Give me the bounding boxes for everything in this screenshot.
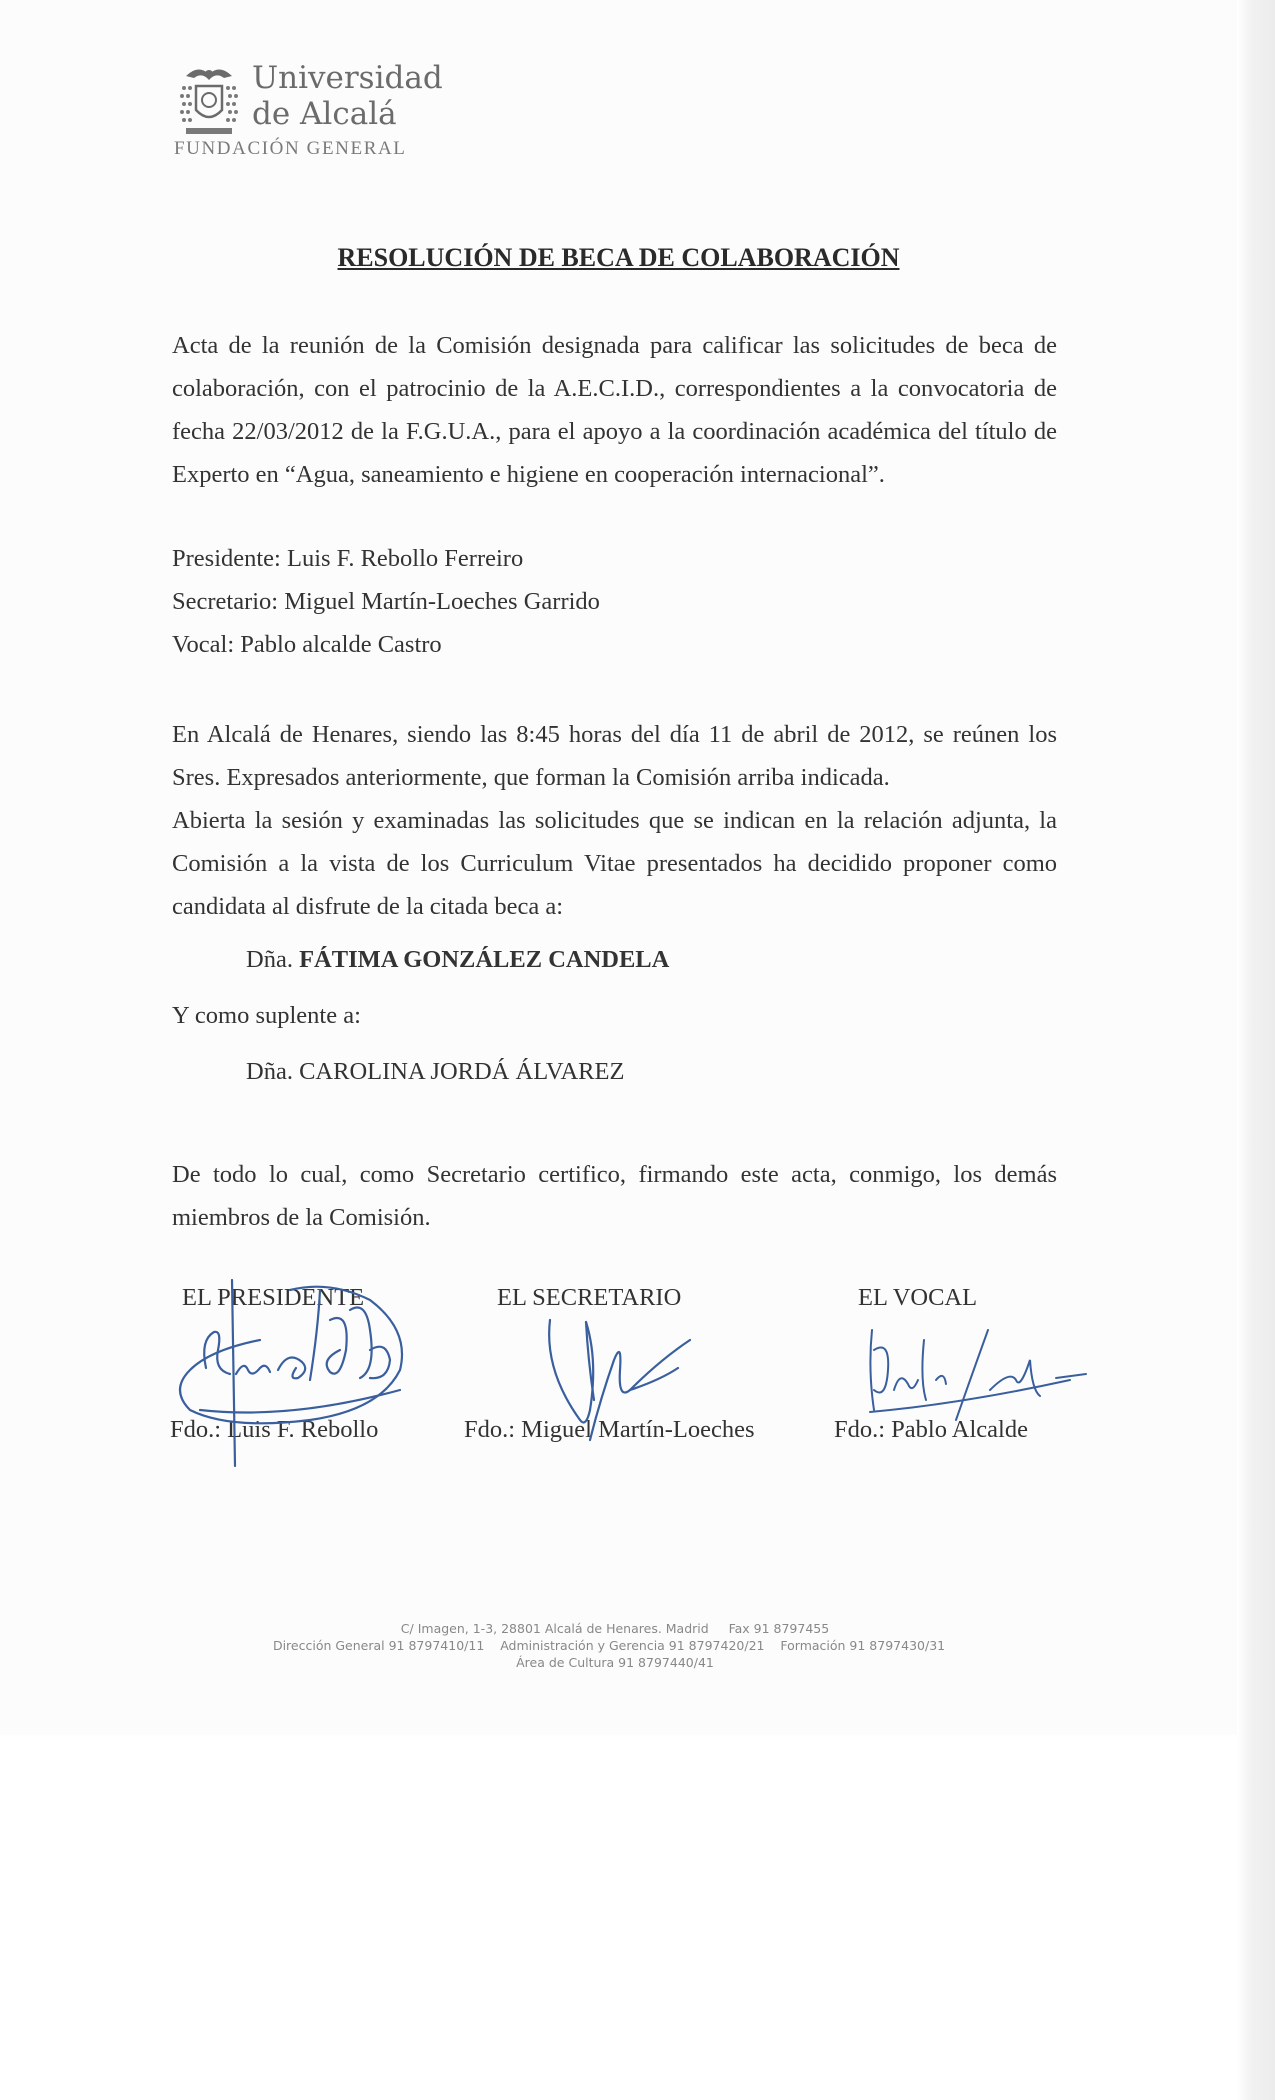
institution-name-line2: de Alcalá — [252, 96, 397, 132]
vocal-signed-by: Fdo.: Pablo Alcalde — [834, 1416, 1028, 1443]
substitute-intro: Y como suplente a: — [172, 1002, 361, 1029]
footer-line-2 — [190, 1637, 1040, 1671]
footer-formacion: Formación 91 8797430/31 — [780, 1638, 946, 1653]
candidate-name: FÁTIMA GONZÁLEZ CANDELA — [299, 946, 670, 973]
intro-paragraph: Acta de la reunión de la Comisión designada para calificar las solicitudes de beca de colaboración, con el patrocinio de la A.E.C.I.D., correspondientes a la convocatoria de fecha 22/03/2012 de la F.G.U.A., para el apoyo a la coordinación académica del título de Experto en “Agua, saneamiento e higiene en cooperación internacional”. — [172, 332, 1057, 488]
meeting-paragraph: En Alcalá de Henares, siendo las 8:45 horas del día 11 de abril de 2012, se reúnen los Sres. Expresados anteriormente, que forman la Comisión arriba indicada. — [172, 721, 1057, 791]
member-secretary: Secretario: Miguel Martín-Loeches Garrido — [172, 588, 600, 615]
president-role: EL PRESIDENTE — [182, 1284, 365, 1311]
candidate-line — [246, 946, 669, 974]
institution-subtitle: FUNDACIÓN GENERAL — [174, 138, 407, 159]
footer-contact — [190, 1620, 1040, 1671]
candidate-prefix: Dña. — [246, 946, 293, 973]
president-signature-icon — [170, 1270, 430, 1470]
secretary-role: EL SECRETARIO — [497, 1284, 682, 1311]
footer-cultura: Área de Cultura 91 8797440/41 — [516, 1655, 714, 1670]
footer-fax: Fax 91 8797455 — [728, 1621, 830, 1636]
vocal-role: EL VOCAL — [858, 1284, 978, 1311]
footer-line-1 — [190, 1620, 1040, 1637]
vocal-signature-icon — [860, 1320, 1090, 1430]
footer-address: C/ Imagen, 1-3, 28801 Alcalá de Henares. Madrid — [400, 1621, 709, 1636]
session-paragraph: Abierta la sesión y examinadas las solicitudes que se indican en la relación adjunta, la Comisión a la vista de los Curriculum Vitae presentados ha decidido proponer como candidata al disfrute de la citada beca a: — [172, 807, 1057, 920]
scan-edge-shadow — [1237, 0, 1275, 2100]
member-vocal: Vocal: Pablo alcalde Castro — [172, 631, 442, 658]
footer-administracion: Administración y Gerencia 91 8797420/21 — [500, 1638, 765, 1653]
university-logo — [172, 58, 472, 168]
president-signed-by: Fdo.: Luis F. Rebollo — [170, 1416, 379, 1443]
university-crest-icon — [178, 62, 240, 140]
member-president: Presidente: Luis F. Rebollo Ferreiro — [172, 545, 524, 572]
secretary-signed-by: Fdo.: Miguel Martín-Loeches — [464, 1416, 755, 1443]
substitute-name: Dña. CAROLINA JORDÁ ÁLVAREZ — [246, 1058, 625, 1085]
institution-name-line1: Universidad — [252, 60, 443, 96]
footer-direccion: Dirección General 91 8797410/11 — [272, 1638, 485, 1653]
institution-name — [252, 60, 443, 132]
closing-paragraph: De todo lo cual, como Secretario certifico, firmando este acta, conmigo, los demás miembros de la Comisión. — [172, 1161, 1057, 1231]
secretary-signature-icon — [530, 1300, 710, 1450]
document-title: RESOLUCIÓN DE BECA DE COLABORACIÓN — [337, 243, 900, 272]
